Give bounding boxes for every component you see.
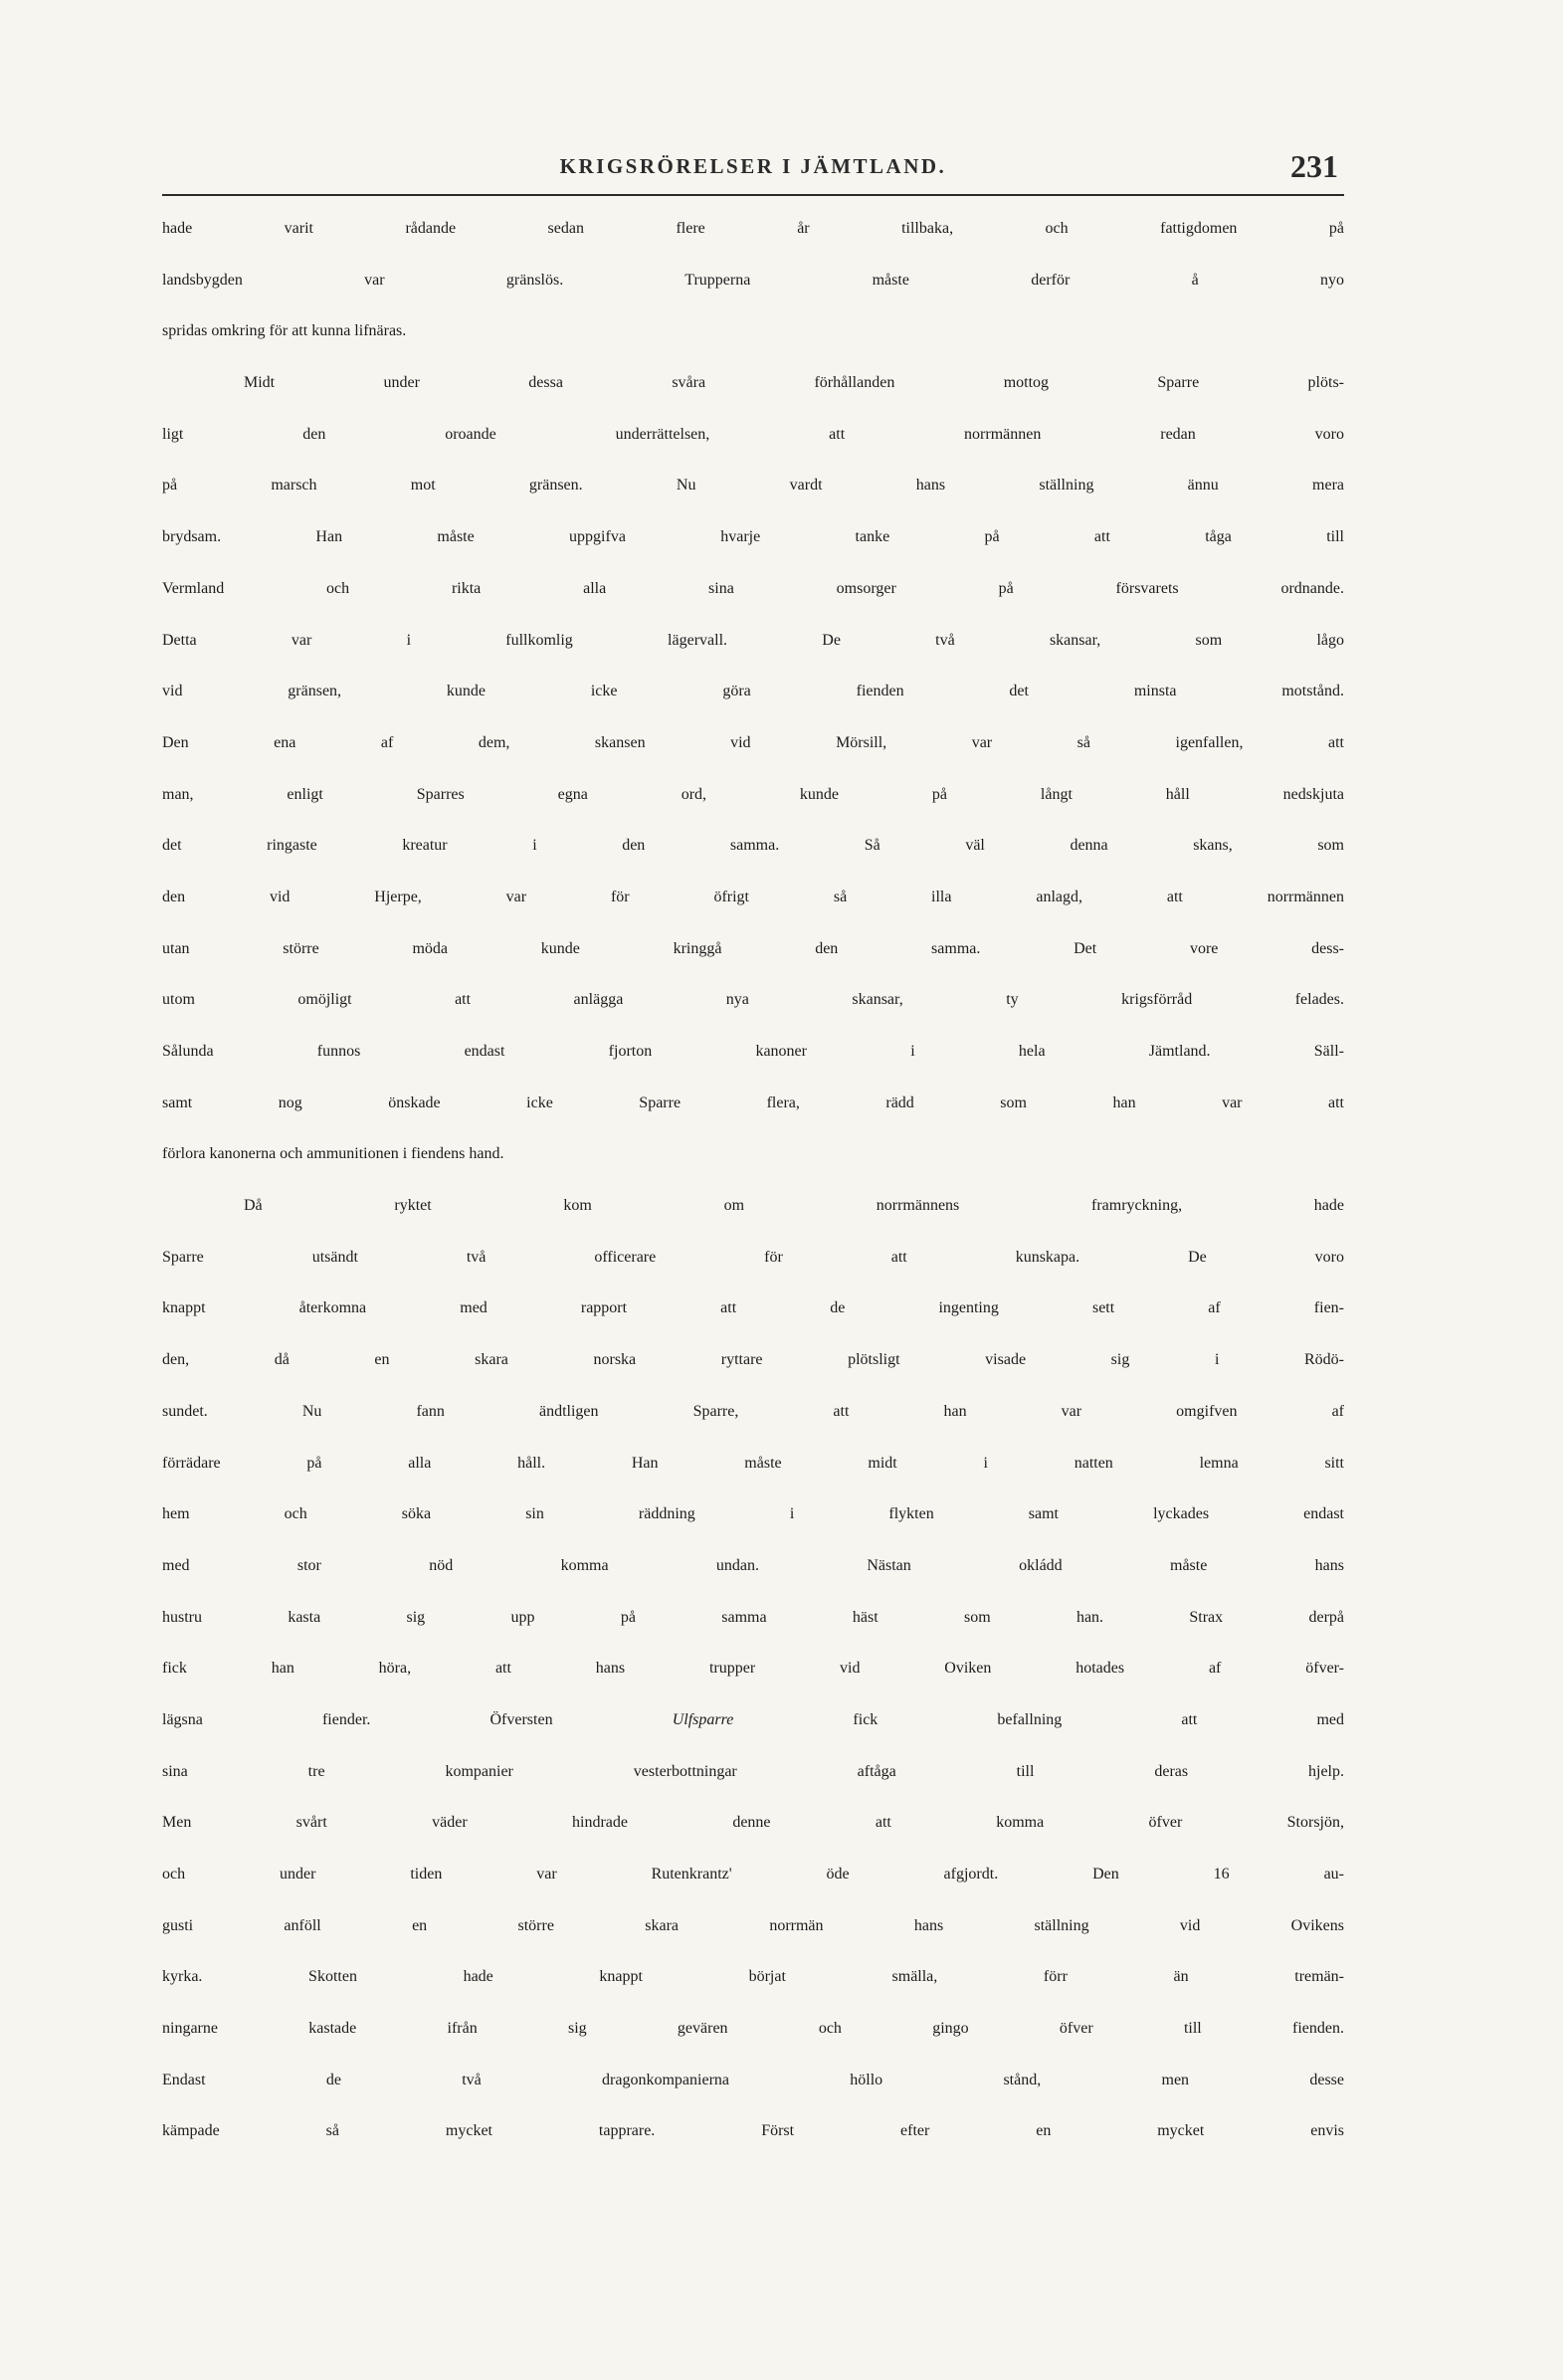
text-line: knappt återkomna med rapport att de ingenting sett af fien- — [162, 1299, 1344, 1317]
italic-name: Ulfsparre — [672, 1710, 734, 1728]
text-line: ligt den oroande underrättelsen, att norrmännen redan voro — [162, 425, 1344, 443]
paragraph — [162, 374, 1344, 1197]
paragraph — [162, 220, 1344, 374]
text-line: den vid Hjerpe, var för öfrigt så illa anlagd, att norrmännen — [162, 888, 1344, 905]
text-line: Detta var i fullkomlig lägervall. De två skansar, som lågo — [162, 631, 1344, 649]
text-line: hustru kasta sig upp på samma häst som han. Strax derpå — [162, 1608, 1344, 1626]
text-line: lägsna fiender. Öfversten Ulfsparre fick befallning att med — [162, 1710, 1345, 1728]
text-line: utan större möda kunde kringgå den samma. Det vore dess- — [162, 939, 1344, 957]
text-line: på marsch mot gränsen. Nu vardt hans ställning ännu mera — [162, 477, 1344, 495]
book-page — [162, 144, 1344, 2174]
text-line: det ringaste kreatur i den samma. Så väl denna skans, som — [162, 837, 1344, 855]
text-line: Vermland och rikta alla sina omsorger på försvarets ordnande. — [162, 579, 1344, 597]
text-line: vid gränsen, kunde icke göra fienden det minsta motstånd. — [162, 683, 1344, 700]
text-line: fick han höra, att hans trupper vid Oviken hotades af öfver- — [162, 1660, 1344, 1678]
text-line: Då ryktet kom om norrmännens framryckning, hade — [244, 1197, 1344, 1215]
text-line: sina tre kompanier vesterbottningar aftåga till deras hjelp. — [162, 1762, 1344, 1780]
text-line: ningarne kastade ifrån sig gevären och gingo öfver till fienden. — [162, 2020, 1344, 2038]
running-head-title: KRIGSRÖRELSER I JÄMTLAND. — [559, 154, 947, 178]
text-line: Sparre utsändt två officerare för att kunskapa. De voro — [162, 1248, 1344, 1266]
running-head — [162, 144, 1344, 194]
text-line: kyrka. Skotten hade knappt börjat smälla, förr än tremän- — [162, 1968, 1344, 1986]
text-line: med stor nöd komma undan. Nästan okládd måste hans — [162, 1556, 1344, 1574]
text-line: utom omöjligt att anlägga nya skansar, ty krigsförråd felades. — [162, 991, 1344, 1009]
text-line: man, enligt Sparres egna ord, kunde på långt håll nedskjuta — [162, 785, 1344, 803]
text-line: spridas omkring för att kunna lifnäras. — [162, 322, 407, 340]
text-line: Men svårt väder hindrade denne att komma öfver Storsjön, — [162, 1814, 1344, 1832]
text-line: brydsam. Han måste uppgifva hvarje tanke på att tåga till — [162, 528, 1344, 546]
paragraph — [162, 1197, 1344, 2174]
text-line: Midt under dessa svåra förhållanden mottog Sparre plöts- — [244, 374, 1344, 392]
text-line: sundet. Nu fann ändtligen Sparre, att han var omgifven af — [162, 1402, 1344, 1420]
text-line: hade varit rådande sedan flere år tillbaka, och fattigdomen på — [162, 220, 1344, 237]
text-line: och under tiden var Rutenkrantz' öde afgjordt. Den 16 au- — [162, 1866, 1344, 1883]
text-line: den, då en skara norska ryttare plötsligt visade sig i Rödö- — [162, 1351, 1344, 1369]
text-line: förlora kanonerna och ammunitionen i fiendens hand. — [162, 1145, 504, 1163]
page-number: 231 — [1290, 148, 1338, 184]
header-rule — [162, 194, 1344, 196]
text-line: Endast de två dragonkompanierna höllo stånd, men desse — [162, 2071, 1344, 2088]
text-line: hem och söka sin räddning i flykten samt lyckades endast — [162, 1505, 1344, 1523]
text-line: Den ena af dem, skansen vid Mörsill, var så igenfallen, att — [162, 733, 1344, 751]
text-line: gusti anföll en större skara norrmän hans ställning vid Ovikens — [162, 1916, 1344, 1934]
text-line: förrädare på alla håll. Han måste midt i natten lemna sitt — [162, 1454, 1344, 1472]
text-line: samt nog önskade icke Sparre flera, rädd som han var att — [162, 1093, 1344, 1111]
text-line: Sålunda funnos endast fjorton kanoner i hela Jämtland. Säll- — [162, 1043, 1344, 1060]
text-line: kämpade så mycket tapprare. Först efter en mycket envis — [162, 2122, 1344, 2140]
text-line: landsbygden var gränslös. Trupperna måste derför å nyo — [162, 271, 1344, 289]
body-text — [162, 220, 1344, 2174]
